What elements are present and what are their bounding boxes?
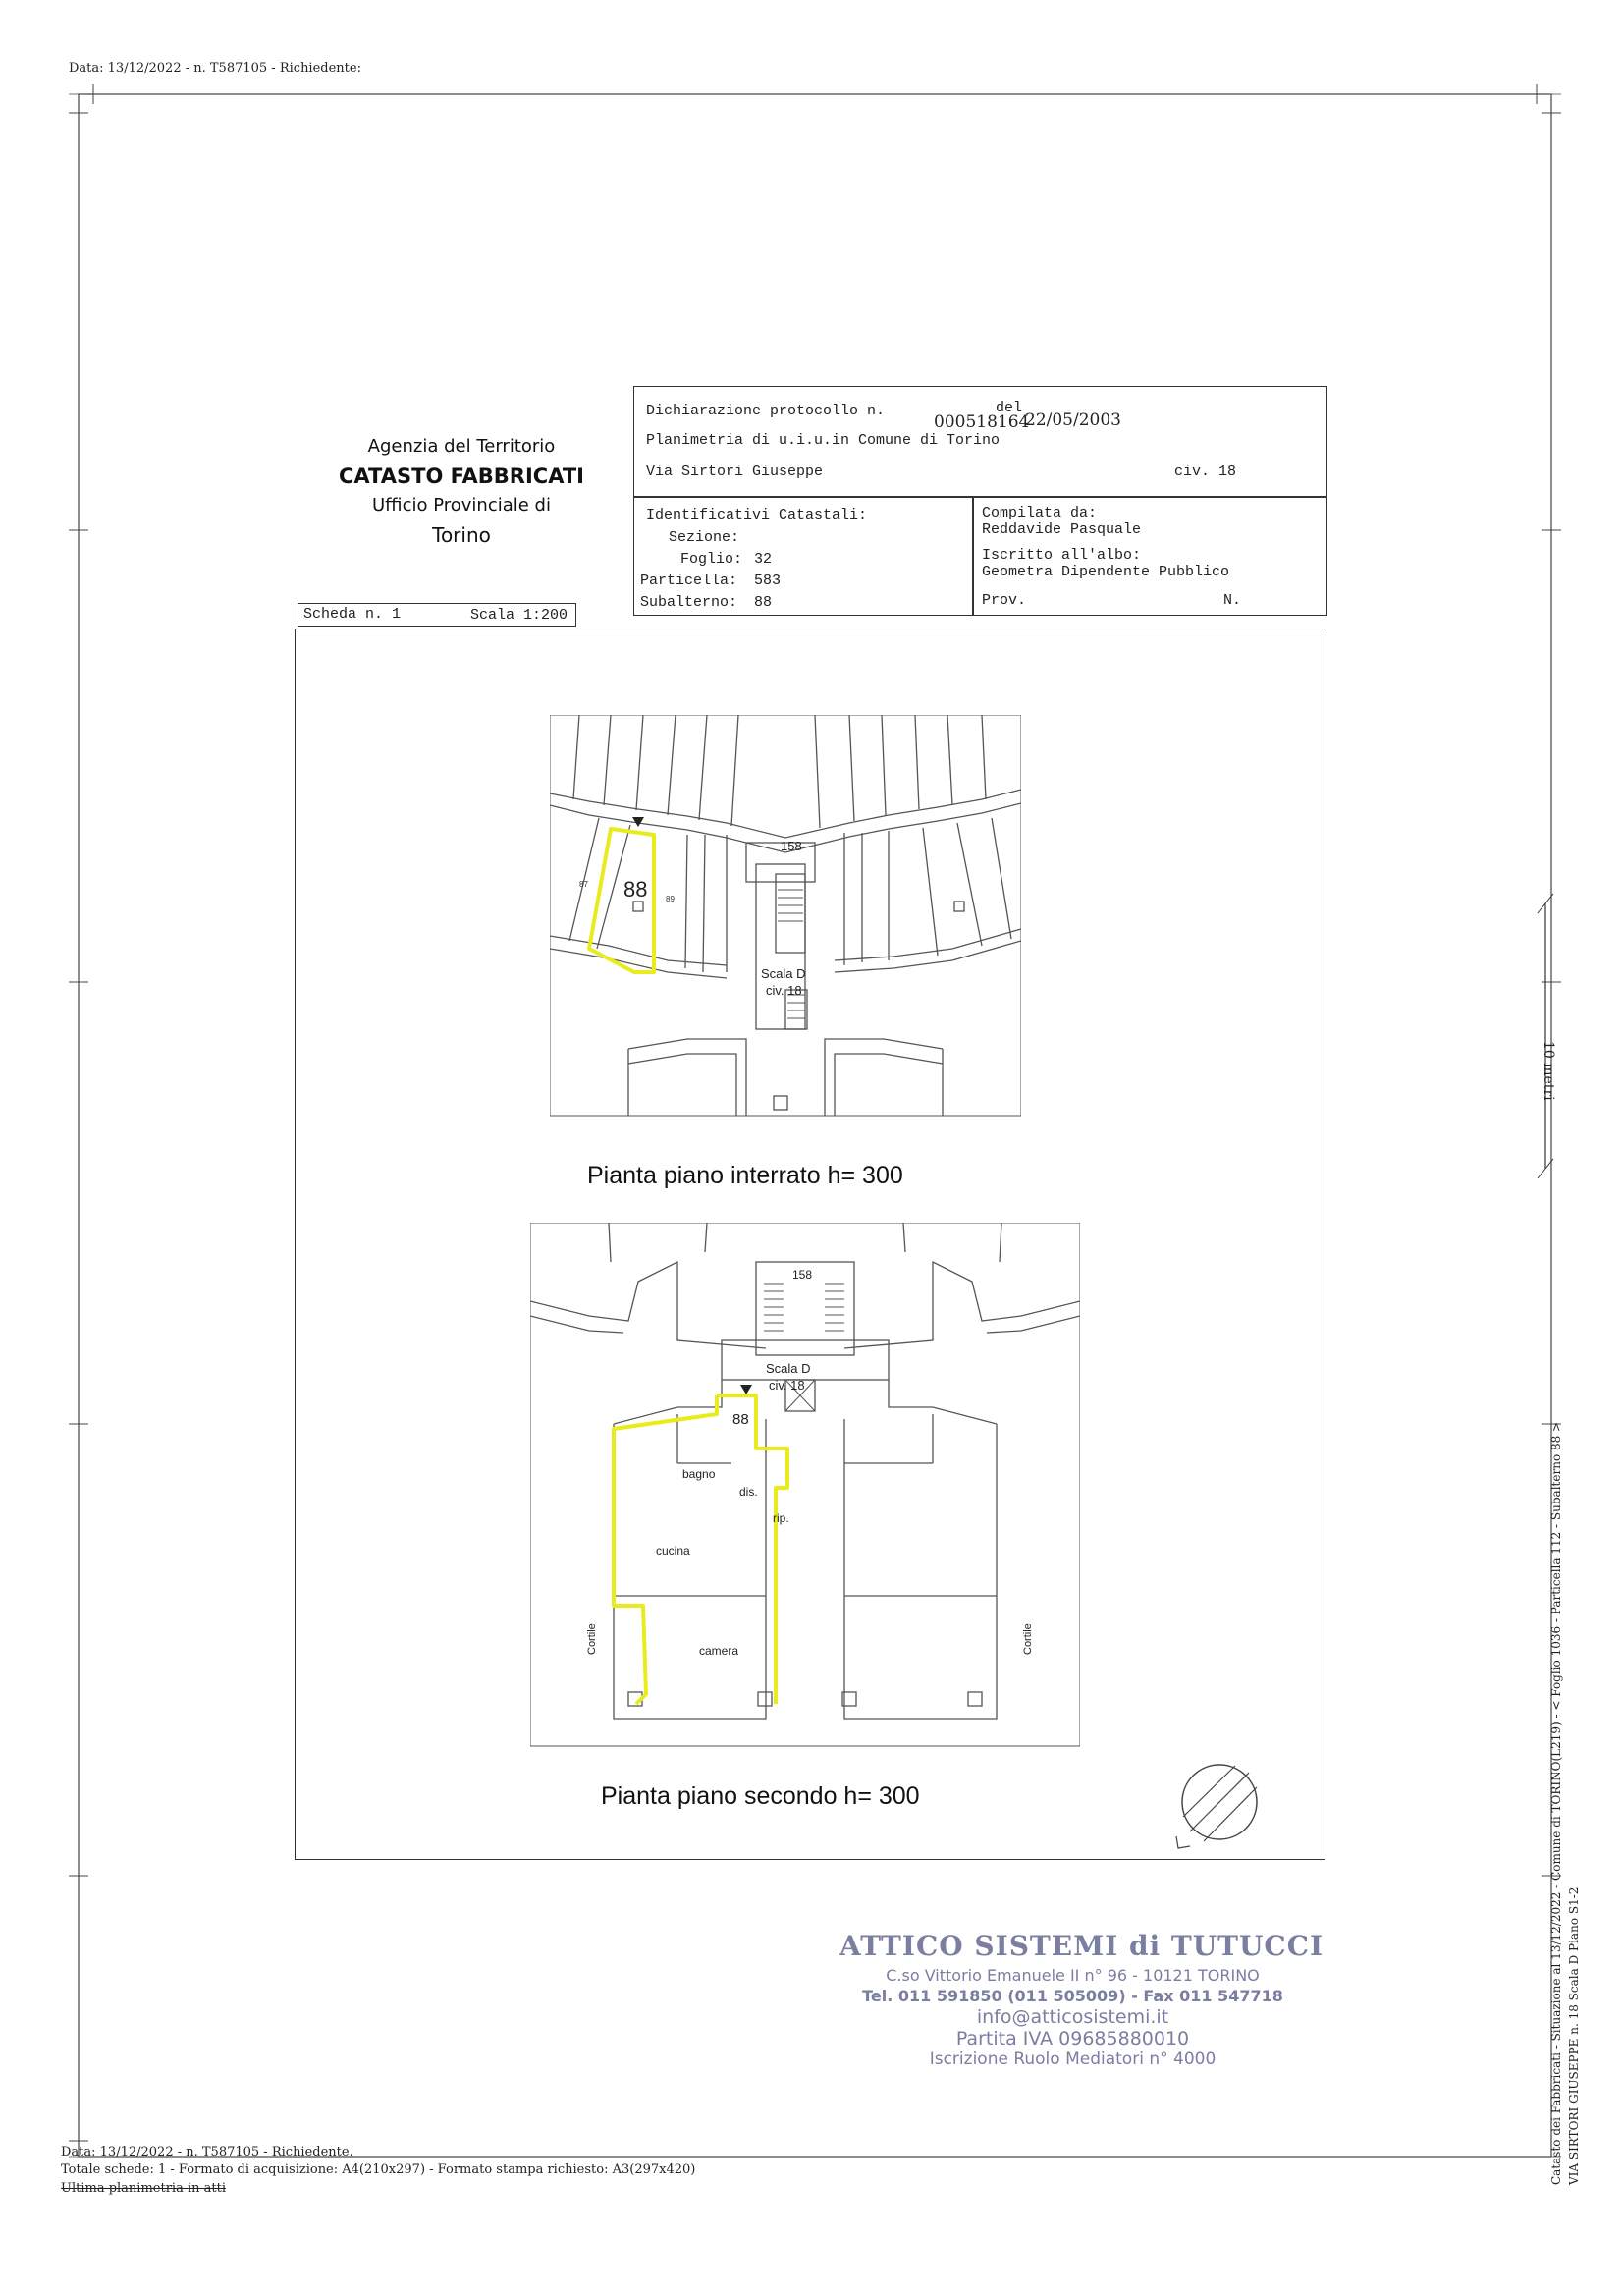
common-158-label-secondo: 158 — [792, 1268, 813, 1282]
n-label: N. — [1223, 592, 1242, 609]
footer-line-2: Totale schede: 1 - Formato di acquisizione: A4(210x297) - Formato stampa richiesto: A3(297x420) — [61, 2162, 696, 2177]
scheda-box — [298, 603, 576, 627]
cortile-left-label: Cortile — [586, 1623, 598, 1655]
scale-bar-label: 10 metri — [1541, 1041, 1556, 1101]
protocol-label: Dichiarazione protocollo n. — [646, 403, 886, 419]
ufficio-label: Ufficio Provinciale di — [372, 495, 551, 516]
plan-secondo — [530, 1223, 1080, 1748]
compiler-box — [972, 496, 1327, 616]
civic-number: civ. 18 — [1174, 464, 1237, 480]
identifiers-title: Identificativi Catastali: — [646, 507, 868, 523]
albo-value: Geometra Dipendente Pubblico — [982, 564, 1230, 580]
room-cucina: cucina — [656, 1544, 690, 1558]
room-dis: dis. — [739, 1485, 758, 1499]
room-bagno: bagno — [682, 1467, 716, 1481]
stair-civ-secondo: civ. 18 — [769, 1378, 805, 1393]
agency-name: Agenzia del Territorio — [367, 436, 556, 457]
foglio-label: Foglio: — [680, 551, 743, 568]
caption-secondo: Pianta piano secondo h= 300 — [601, 1782, 920, 1810]
scheda-scale: Scala 1:200 — [470, 607, 568, 624]
neighbor-89-label: 89 — [666, 895, 675, 903]
neighbor-87-label: 87 — [579, 880, 588, 889]
address: Via Sirtori Giuseppe — [646, 464, 824, 480]
side-text-1: Catasto dei Fabbricati - Situazione al 13/12/2022 - Comune di TORINO(L219) - < Foglio 1036 - Particella 112 - Subalterno 88 > — [1549, 1421, 1563, 2185]
cortile-right-label: Cortile — [1022, 1623, 1034, 1655]
protocol-number: 000518164 — [934, 412, 1030, 432]
stamp-line-5: Partita IVA 09685880010 — [955, 2028, 1190, 2050]
particella-value: 583 — [754, 573, 782, 589]
unit-88-label-secondo: 88 — [732, 1411, 749, 1428]
scheda-label: Scheda n. 1 — [303, 606, 402, 623]
stamp-line-6: Iscrizione Ruolo Mediatori n° 4000 — [929, 2050, 1217, 2069]
particella-label: Particella: — [640, 573, 738, 589]
side-text-2: VIA SIRTORI GIUSEPPE n. 18 Scala D Piano S1-2 — [1567, 1886, 1581, 2185]
stair-civ-interrato: civ. 18 — [766, 983, 802, 998]
foglio-value: 32 — [754, 551, 773, 568]
iscritto-label: Iscritto all'albo: — [982, 547, 1142, 564]
sezione-label: Sezione: — [669, 529, 740, 546]
footer-line-1: Data: 13/12/2022 - n. T587105 - Richiedente. — [61, 2145, 353, 2159]
identifiers-box — [633, 496, 974, 616]
date-label: del — [996, 400, 1023, 416]
common-158-label-interrato: 158 — [781, 839, 802, 853]
subalterno-label: Subalterno: — [640, 594, 738, 611]
unit-88-label-interrato: 88 — [623, 877, 648, 902]
compilata-label: Compilata da: — [982, 505, 1098, 521]
compiler-name: Reddavide Pasquale — [982, 521, 1142, 538]
protocol-date: 22/05/2003 — [1025, 410, 1121, 430]
agency-stamp — [839, 1930, 1325, 2069]
stair-label-secondo: Scala D — [766, 1361, 811, 1376]
plan-interrato — [550, 715, 1021, 1118]
catasto-title: CATASTO FABBRICATI — [339, 465, 584, 488]
stamp-line-1: ATTICO SISTEMI di TUTUCCI — [839, 1930, 1325, 1962]
north-arrow-icon — [1168, 1758, 1267, 1856]
room-camera: camera — [699, 1644, 739, 1658]
ufficio-city: Torino — [432, 523, 491, 547]
declaration-box — [633, 386, 1327, 498]
caption-interrato: Pianta piano interrato h= 300 — [587, 1162, 903, 1189]
prov-label: Prov. — [982, 592, 1027, 609]
planimetria-line: Planimetria di u.i.u.in Comune di Torino — [646, 432, 1001, 449]
room-rip: rip. — [773, 1511, 789, 1525]
stamp-line-3: Tel. 011 591850 (011 505009) - Fax 011 547718 — [862, 1987, 1283, 2005]
stamp-line-4: info@atticosistemi.it — [976, 2006, 1169, 2028]
agency-block — [295, 432, 628, 550]
stamp-line-2: C.so Vittorio Emanuele II n° 96 - 10121 TORINO — [886, 1966, 1260, 1985]
footer-line-3: Ultima planimetria in atti — [61, 2181, 226, 2196]
stair-label-interrato: Scala D — [761, 966, 806, 981]
top-header: Data: 13/12/2022 - n. T587105 - Richiedente: — [69, 61, 361, 76]
subalterno-value: 88 — [754, 594, 773, 611]
